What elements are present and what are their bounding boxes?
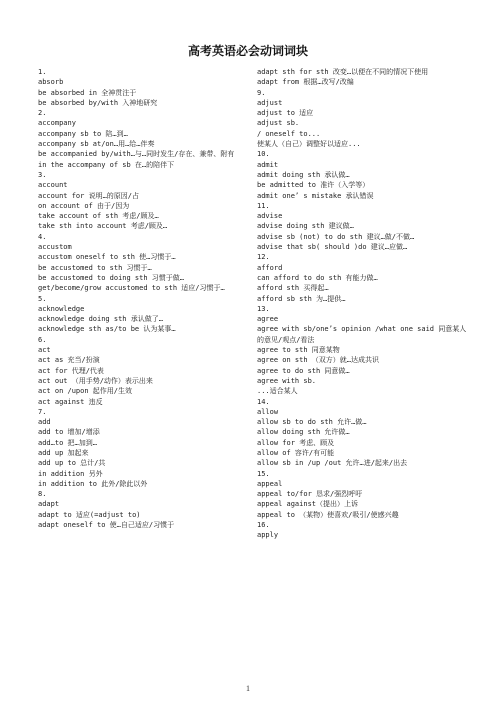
text-line: act: [38, 346, 51, 355]
text-line: act as 充当/扮演: [38, 356, 100, 365]
text-line: allow sb to do sth 允许…做…: [257, 418, 367, 427]
text-line: 9.: [257, 88, 266, 97]
text-line: act out （用手势/动作）表示出来: [38, 376, 153, 385]
text-line: adjust sb.: [257, 119, 300, 128]
text-line: accompany sb to 陪…到…: [38, 129, 128, 138]
text-line: add…to 把…加到…: [38, 438, 97, 447]
text-line: 4.: [38, 232, 47, 241]
text-line: accustom oneself to sth 使…习惯于…: [38, 253, 176, 262]
text-line: admit doing sth 承认做…: [257, 170, 350, 179]
text-line: agree with sb/one’s opinion /what one said 同意某人的意见/观点/看法: [257, 325, 467, 344]
text-line: 14.: [257, 397, 270, 406]
text-line: in the accompany of sb 在…的陪伴下: [38, 160, 175, 169]
text-line: 1.: [38, 68, 47, 76]
text-line: be absorbed by/with 入神地研究: [38, 98, 158, 107]
text-line: appeal to （某物）使喜欢/吸引/使感兴趣: [257, 510, 399, 519]
text-line: agree: [257, 315, 279, 324]
text-line: get/become/grow accustomed to sth 适应/习惯于…: [38, 284, 225, 293]
text-line: adjust: [257, 98, 283, 107]
left-column: [38, 67, 243, 530]
text-line: add up to 总计/共: [38, 459, 106, 468]
text-line: allow of 容许/有可能: [257, 448, 335, 457]
text-line: acknowledge: [38, 304, 85, 313]
text-line: 7.: [38, 407, 47, 416]
text-line: adapt oneself to 使…自己适应/习惯于: [38, 521, 175, 530]
text-line: apply: [257, 531, 279, 540]
text-line: acknowledge sth as/to be 认为某事…: [38, 325, 176, 334]
text-line: advise that sb( should )do 建议…应做…: [257, 243, 408, 252]
text-line: afford sth 买得起…: [257, 284, 329, 293]
text-line: be accustomed to doing sth 习惯于做…: [38, 273, 185, 282]
text-line: agree to do sth 同意做…: [257, 366, 350, 375]
text-line: act on /upon 起作用/生效: [38, 387, 133, 396]
right-column: [257, 67, 467, 541]
text-line: adapt from 根据…改写/改编: [257, 78, 354, 87]
text-line: 6.: [38, 335, 47, 344]
text-line: allow sb in /up /out 允许…进/起来/出去: [257, 459, 408, 468]
text-line: account: [38, 181, 68, 190]
page-number: 1: [246, 684, 250, 693]
text-line: adjust to 适应: [257, 109, 314, 118]
text-line: accompany: [38, 119, 76, 128]
text-line: take sth into account 考虑/顾及…: [38, 222, 168, 231]
text-line: account for 说明…的原因/占: [38, 191, 140, 200]
text-line: accompany sb at/on…用…给…伴奏: [38, 140, 155, 149]
text-line: on account of 由于/因为: [38, 201, 130, 210]
text-line: 3.: [38, 170, 47, 179]
document-title: 高考英语必会动词词块: [187, 44, 308, 58]
text-line: agree to sth 同意某物: [257, 346, 340, 355]
text-line: advise: [257, 212, 283, 221]
text-line: adapt sth for sth 改变…以便在不同的情况下使用: [257, 68, 429, 76]
text-line: be accustomed to sth 习惯于…: [38, 263, 152, 272]
text-line: appeal to/for 恳求/强烈呼吁: [257, 490, 363, 499]
text-line: admit one’ s mistake 承认错误: [257, 191, 374, 200]
text-line: 11.: [257, 201, 270, 210]
text-line: act for 代理/代表: [38, 366, 104, 375]
text-line: appeal: [257, 479, 283, 488]
text-line: 13.: [257, 304, 270, 313]
text-line: 5.: [38, 294, 47, 303]
text-line: be admitted to 准许（入学等）: [257, 181, 370, 190]
text-line: add up 加起来: [38, 448, 89, 457]
text-line: 12.: [257, 253, 270, 262]
text-line: afford: [257, 263, 283, 272]
text-line: agree on sth （双方）就…达成共识: [257, 356, 380, 365]
text-line: advise sb (not) to do sth 建议…做/不做…: [257, 232, 415, 241]
text-line: be accompanied by/with…与…同时发生/存在、兼带、附有: [38, 150, 235, 159]
text-line: take account of sth 考虑/顾及…: [38, 212, 159, 221]
text-line: add: [38, 418, 51, 427]
text-line: 使某人（自己）调整好以适应...: [257, 140, 361, 149]
text-line: ...适合某人: [257, 387, 298, 396]
text-line: appeal against（提出）上诉: [257, 500, 359, 509]
text-line: agree with sb.: [257, 376, 317, 385]
text-line: allow: [257, 407, 279, 416]
text-line: afford sb sth 为…提供…: [257, 294, 346, 303]
text-line: act against 违反: [38, 397, 103, 406]
text-line: allow doing sth 允许做…: [257, 428, 350, 437]
text-line: absorb: [38, 78, 64, 87]
text-line: in addition to 此外/除此以外: [38, 479, 148, 488]
text-line: adapt to 适应(=adjust to): [38, 510, 141, 519]
text-line: advise doing sth 建议做…: [257, 222, 354, 231]
text-line: 10.: [257, 150, 270, 159]
text-line: 2.: [38, 109, 47, 118]
text-line: allow for 考虑、顾及: [257, 438, 335, 447]
text-line: 16.: [257, 521, 270, 530]
text-line: / oneself to...: [257, 129, 321, 138]
text-line: 8.: [38, 490, 47, 499]
text-line: be absorbed in 全神贯注于: [38, 88, 137, 97]
text-line: add to 增加/增添: [38, 428, 100, 437]
text-line: can afford to do sth 有能力做…: [257, 273, 378, 282]
text-line: in addition 另外: [38, 469, 103, 478]
text-line: acknowledge doing sth 承认做了…: [38, 315, 163, 324]
text-line: admit: [257, 160, 279, 169]
text-line: accustom: [38, 243, 72, 252]
text-line: adapt: [38, 500, 60, 509]
text-line: 15.: [257, 469, 270, 478]
